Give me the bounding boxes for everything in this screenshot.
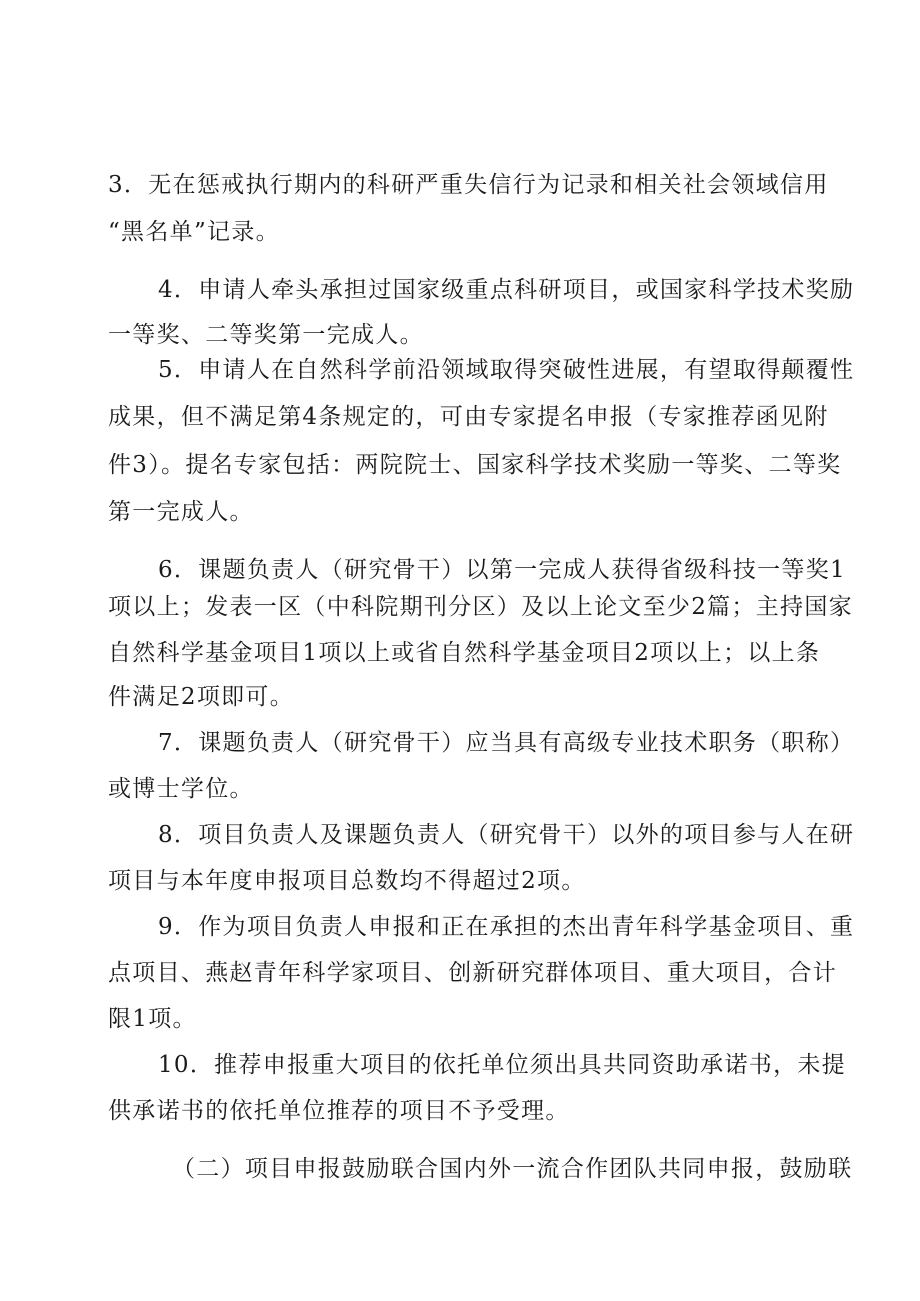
paragraph-5-line-4: 第一完成人。	[108, 499, 254, 525]
paragraph-9-line-2: 点项目、燕赵青年科学家项目、创新研究群体项目、重大项目，合计	[108, 960, 837, 986]
paragraph-9-line-1: 9．作为项目负责人申报和正在承担的杰出青年科学基金项目、重	[158, 914, 855, 940]
paragraph-6-line-2: 项以上；发表一区（中科院期刊分区）及以上论文至少2篇；主持国家	[108, 594, 853, 620]
paragraph-5-line-2: 成果，但不满足第4条规定的，可由专家提名申报（专家推荐函见附	[108, 404, 829, 430]
paragraph-6-line-3: 自然科学基金项目1项以上或省自然科学基金项目2项以上；以上条	[108, 640, 821, 666]
paragraph-9-line-3: 限1项。	[108, 1006, 197, 1032]
paragraph-7-line-2: 或博士学位。	[108, 776, 254, 802]
paragraph-10-line-1: 10．推荐申报重大项目的依托单位须出具共同资助承诺书，未提	[158, 1052, 846, 1078]
paragraph-7-line-1: 7．课题负责人（研究骨干）应当具有高级专业技术职务（职称）	[158, 730, 855, 756]
paragraph-6-line-1: 6．课题负责人（研究骨干）以第一完成人获得省级科技一等奖1	[158, 557, 846, 583]
paragraph-8-line-1: 8．项目负责人及课题负责人（研究骨干）以外的项目参与人在研	[158, 822, 855, 848]
paragraph-10-line-2: 供承诺书的依托单位推荐的项目不予受理。	[108, 1098, 570, 1124]
paragraph-8-line-2: 项目与本年度申报项目总数均不得超过2项。	[108, 868, 586, 894]
paragraph-5-line-1: 5．申请人在自然科学前沿领域取得突破性进展，有望取得颠覆性	[158, 357, 855, 383]
paragraph-4-line-2: 一等奖、二等奖第一完成人。	[108, 322, 424, 348]
paragraph-3-line-1: 3．无在惩戒执行期内的科研严重失信行为记录和相关社会领域信用	[108, 172, 829, 198]
paragraph-5-line-3: 件3）。提名专家包括：两院院士、国家科学技术奖励一等奖、二等奖	[108, 452, 842, 478]
paragraph-3-line-2: “黑名单”记录。	[108, 219, 280, 245]
paragraph-6-line-4: 件满足2项即可。	[108, 684, 295, 710]
section-2-line-1: （二）项目申报鼓励联合国内外一流合作团队共同申报，鼓励联	[172, 1156, 853, 1182]
paragraph-4-line-1: 4．申请人牵头承担过国家级重点科研项目，或国家科学技术奖励	[158, 277, 855, 303]
